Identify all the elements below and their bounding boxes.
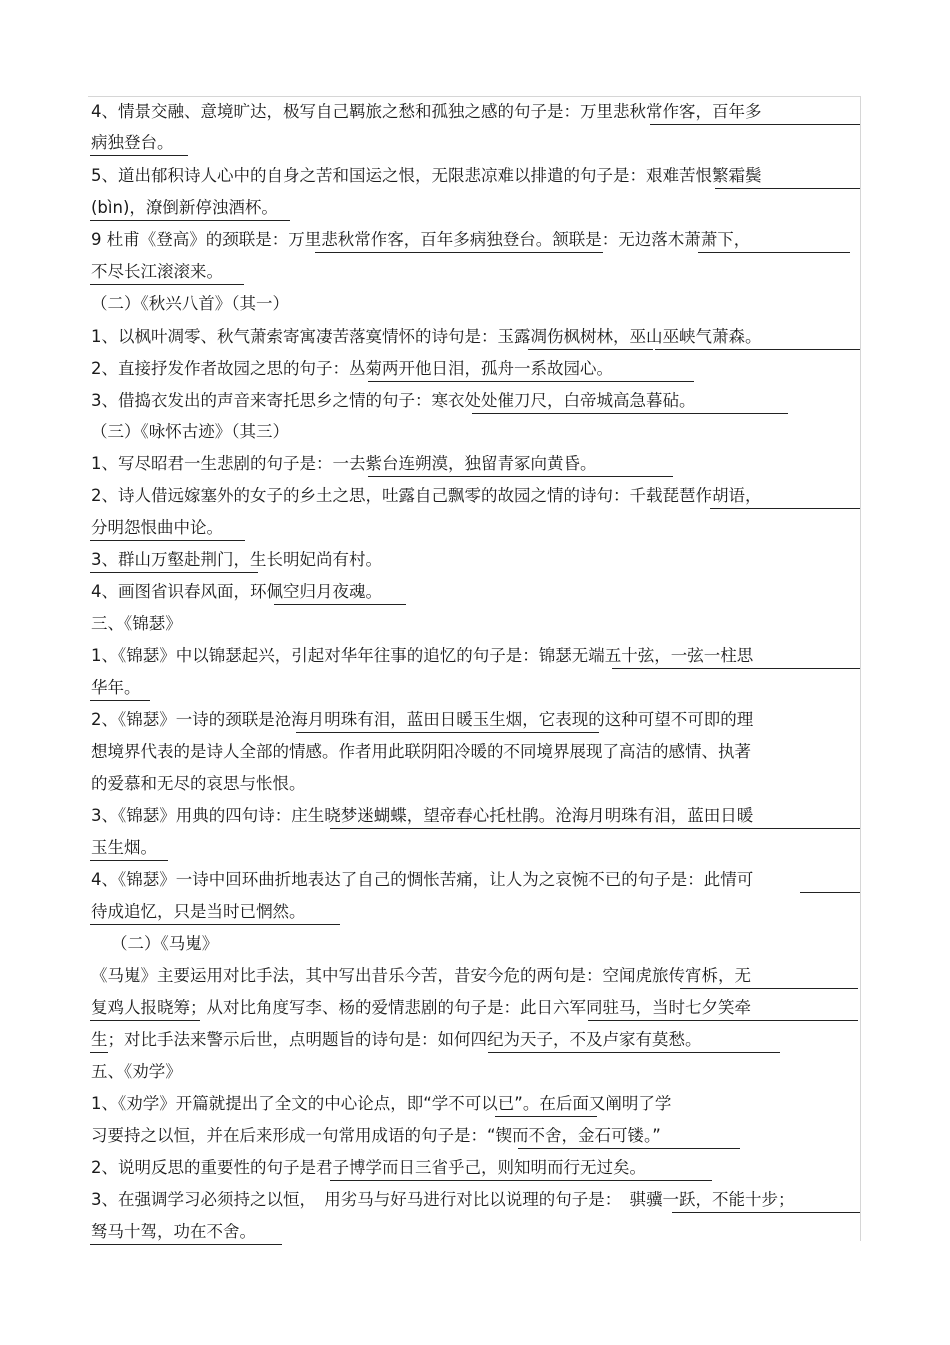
- text-line: 待成追忆，只是当时已惘然。: [91, 902, 306, 921]
- answer-underline: [330, 828, 860, 829]
- answer-underline: [368, 381, 694, 382]
- text-line: 想境界代表的是诗人全部的情感。作者用此联阴阳冷暖的不同境界展现了高洁的感情、执著: [91, 742, 751, 761]
- section-heading: 五、《劝学》: [91, 1062, 182, 1081]
- section-heading: （三）《咏怀古迹》（其三）: [91, 422, 289, 441]
- answer-underline: [588, 1020, 858, 1021]
- text-line: 习要持之以恒，并在后来形成一句常用成语的句子是：“锲而不舍，金石可镂。”: [91, 1126, 661, 1145]
- text-line: 分明怨恨曲中论。: [91, 518, 223, 537]
- text-line: 3、借捣衣发出的声音来寄托思乡之情的句子：寒衣处处催刀尺，白帝城高急暮砧。: [91, 391, 696, 410]
- text-line: 2、《锦瑟》一诗的颈联是沧海月明珠有泪，蓝田日暖玉生烟，它表现的这种可望不可即的理: [91, 710, 754, 729]
- text-line: 4、画图省识春风面，环佩空归月夜魂。: [91, 582, 382, 601]
- answer-underline: [274, 604, 406, 605]
- answer-underline: [90, 572, 258, 573]
- text-line: 2、说明反思的重要性的句子是君子博学而日三省乎己，则知明而行无过矣。: [91, 1158, 646, 1177]
- answer-underline: [90, 1052, 108, 1053]
- answer-underline: [518, 1148, 740, 1149]
- answer-underline: [90, 155, 188, 156]
- text-line: 1、以枫叶凋零、秋气萧索寄寓凄苦落寞情怀的诗句是：玉露凋伤枫树林，巫山巫峡气萧森。: [91, 327, 762, 346]
- answer-underline: [315, 252, 603, 253]
- answer-underline: [800, 892, 860, 893]
- answer-underline: [368, 476, 673, 477]
- text-line: 复鸡人报晓筹；从对比角度写李、杨的爱情悲剧的句子是：此日六军同驻马，当时七夕笑牵: [91, 998, 751, 1017]
- text-line: 3、在强调学习必须持之以恒， 用劣马与好马进行对比以说理的句子是： 骐骥一跃，不能十步；: [91, 1190, 795, 1209]
- text-line: 1、《劝学》开篇就提出了全文的中心论点，即“学不可以已”。在后面又阐明了学: [91, 1094, 672, 1113]
- answer-underline: [330, 1180, 712, 1181]
- text-line: 2、诗人借远嫁塞外的女子的乡土之思，吐露自己飘零的故园之情的诗句：千载琵琶作胡语，: [91, 486, 762, 505]
- answer-underline: [90, 540, 245, 541]
- answer-underline: [698, 252, 850, 253]
- answer-underline: [612, 668, 860, 669]
- answer-underline: [90, 220, 290, 221]
- answer-underline: [710, 508, 860, 509]
- text-line: (bìn)，潦倒新停浊酒杯。: [91, 198, 278, 217]
- text-line: 《马嵬》主要运用对比手法，其中写出昔乐今苦，昔安今危的两句是：空闻虎旅传宵柝，无: [91, 966, 751, 985]
- answer-underline: [650, 124, 860, 125]
- answer-underline: [296, 732, 599, 733]
- section-heading: （二）《马嵬》: [111, 934, 219, 953]
- text-line: 驽马十驾，功在不舍。: [91, 1222, 256, 1241]
- section-heading: （二）《秋兴八首》（其一）: [91, 294, 289, 313]
- text-line: 不尽长江滚滚来。: [91, 262, 223, 281]
- text-line: 病独登台。: [91, 133, 174, 152]
- answer-underline: [488, 1052, 780, 1053]
- section-heading: 三、《锦瑟》: [91, 614, 182, 633]
- answer-underline: [528, 349, 653, 350]
- text-line: 1、《锦瑟》中以锦瑟起兴，引起对华年往事的追忆的句子是：锦瑟无端五十弦，一弦一柱思: [91, 646, 754, 665]
- answer-underline: [472, 413, 788, 414]
- answer-underline: [672, 1212, 860, 1213]
- answer-underline: [90, 860, 168, 861]
- text-line: 3、《锦瑟》用典的四句诗：庄生晓梦迷蝴蝶，望帝春心托杜鹃。沧海月明珠有泪，蓝田日暖: [91, 806, 754, 825]
- answer-underline: [90, 1020, 200, 1021]
- answer-underline: [715, 188, 860, 189]
- answer-underline: [90, 924, 340, 925]
- text-line: 5、道出郁积诗人心中的自身之苦和国运之恨，无限悲凉难以排遣的句子是：艰难苦恨繁霜鬓: [91, 166, 762, 185]
- text-line: 9 杜甫《登高》的颈联是：万里悲秋常作客，百年多病独登台。颔联是：无边落木萧萧下，: [91, 230, 751, 249]
- text-line: 玉生烟。: [91, 838, 157, 857]
- answer-underline: [495, 1116, 597, 1117]
- text-line: 的爱慕和无尽的哀思与怅恨。: [91, 774, 306, 793]
- text-line: 1、写尽昭君一生悲剧的句子是：一去紫台连朔漠，独留青冢向黄昏。: [91, 454, 597, 473]
- text-line: 3、群山万壑赴荆门，生长明妃尚有村。: [91, 550, 382, 569]
- answer-underline: [90, 1244, 282, 1245]
- text-line: 2、直接抒发作者故园之思的句子：丛菊两开他日泪，孤舟一系故园心。: [91, 359, 613, 378]
- answer-underline: [90, 700, 150, 701]
- answer-underline: [90, 284, 244, 285]
- text-line: 4、《锦瑟》一诗中回环曲折地表达了自己的惆怅苦痛，让人为之哀惋不已的句子是：此情可: [91, 870, 754, 889]
- answer-underline: [680, 988, 858, 989]
- text-line: 华年。: [91, 678, 141, 697]
- text-line: 4、情景交融、意境旷达，极写自己羁旅之愁和孤独之感的句子是：万里悲秋常作客，百年多: [91, 102, 762, 121]
- answer-underline: [655, 349, 860, 350]
- text-line: 生；对比手法来警示后世，点明题旨的诗句是：如何四纪为天子，不及卢家有莫愁。: [91, 1030, 702, 1049]
